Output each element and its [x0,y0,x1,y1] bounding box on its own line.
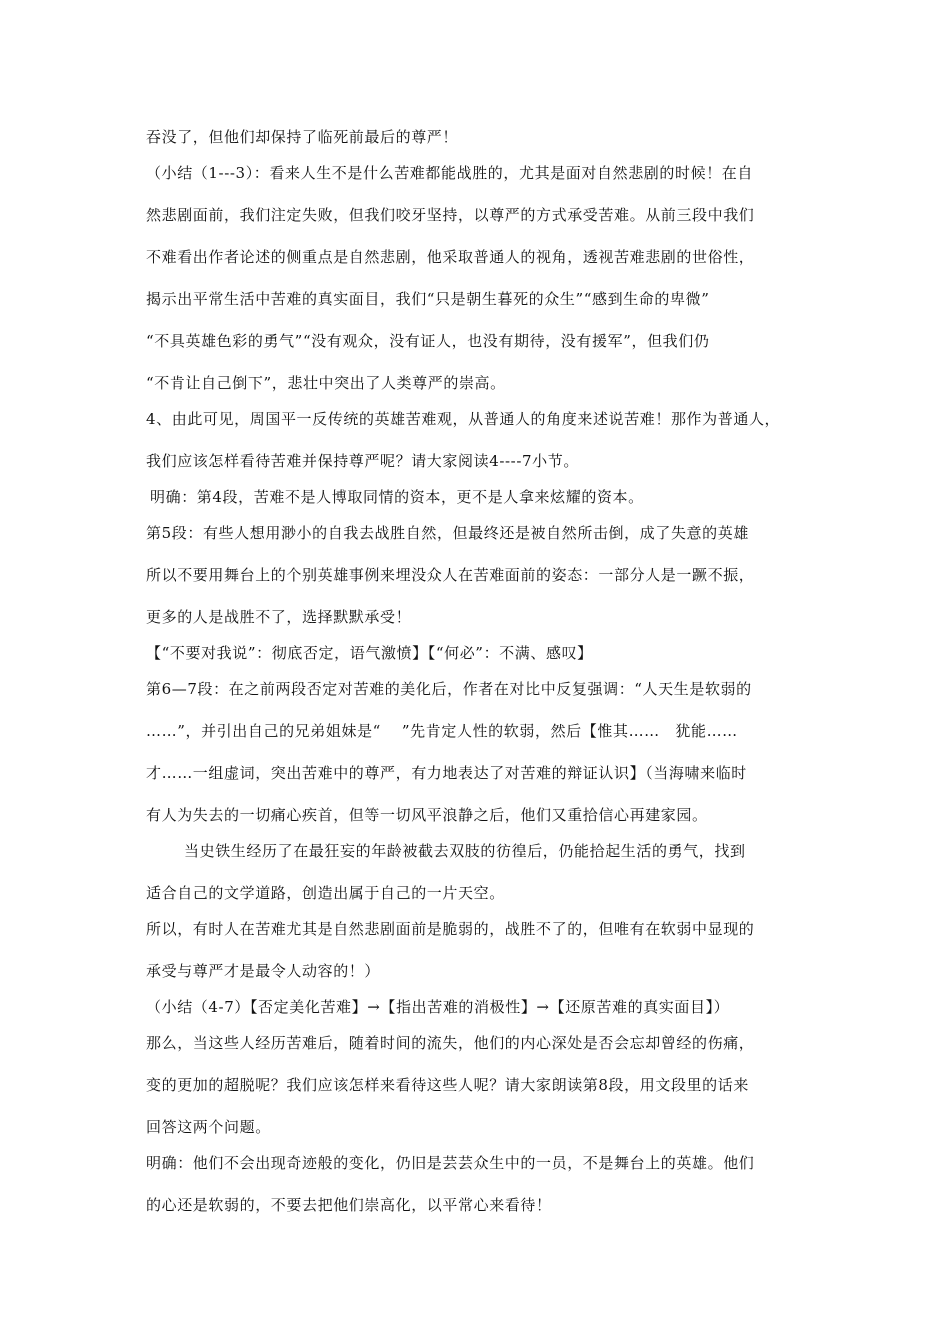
text-line: 第5段：有些人想用渺小的自我去战胜自然，但最终还是被自然所击倒，成了失意的英雄 [146,524,749,542]
text-line: 明确：他们不会出现奇迹般的变化，仍旧是芸芸众生中的一员，不是舞台上的英雄。他们 [146,1154,755,1172]
text-line: 明确：第4段，苦难不是人博取同情的资本，更不是人拿来炫耀的资本。 [150,488,644,506]
text-line: 吞没了，但他们却保持了临死前最后的尊严！ [146,128,459,146]
text-line: （小结（4-7）【否定美化苦难】→【指出苦难的消极性】→【还原苦难的真实面目】） [146,998,730,1016]
text-line: 承受与尊严才是最令人动容的！） [146,962,381,980]
text-line: 不难看出作者论述的侧重点是自然悲剧，他采取普通人的视角，透视苦难悲剧的世俗性， [146,248,755,266]
text-line: 4、由此可见，周国平一反传统的英雄苦难观，从普通人的角度来述说苦难！那作为普通人， [146,410,781,428]
text-line: 【“不要对我说”：彻底否定，语气激愤】【“何必”：不满、感叹】 [146,644,593,662]
text-line: 回答这两个问题。 [146,1118,271,1136]
text-line: “不肯让自己倒下”，悲壮中突出了人类尊严的崇高。 [146,374,506,392]
text-line: 当史铁生经历了在最狂妄的年龄被截去双肢的彷徨后，仍能拾起生活的勇气，找到 [184,842,746,860]
text-line: 我们应该怎样看待苦难并保持尊严呢？请大家阅读4----7小节。 [146,452,579,470]
text-line: “不具英雄色彩的勇气”“没有观众，没有证人，也没有期待，没有援军”，但我们仍 [146,332,710,350]
text-line: 然悲剧面前，我们注定失败，但我们咬牙坚持，以尊严的方式承受苦难。从前三段中我们 [146,206,755,224]
text-line: 第6—7段：在之前两段否定对苦难的美化后，作者在对比中反复强调：“人天生是软弱的 [146,680,752,698]
text-line: 所以，有时人在苦难尤其是自然悲剧面前是脆弱的，战胜不了的，但唯有在软弱中显现的 [146,920,755,938]
text-line: 的心还是软弱的，不要去把他们崇高化，以平常心来看待！ [146,1196,552,1214]
text-line: 适合自己的文学道路，创造出属于自己的一片天空。 [146,884,505,902]
text-line: 揭示出平常生活中苦难的真实面目，我们“只是朝生暮死的众生”“感到生命的卑微” [146,290,710,308]
text-line: 有人为失去的一切痛心疾首，但等一切风平浪静之后，他们又重拾信心再建家园。 [146,806,708,824]
text-line: 变的更加的超脱呢？我们应该怎样来看待这些人呢？请大家朗读第8段，用文段里的话来 [146,1076,749,1094]
text-line: 所以不要用舞台上的个别英雄事例来埋没众人在苦难面前的姿态：一部分人是一蹶不振， [146,566,755,584]
text-line: 那么，当这些人经历苦难后，随着时间的流失，他们的内心深处是否会忘却曾经的伤痛， [146,1034,755,1052]
text-line: ……”，并引出自己的兄弟姐妹是“ ”先肯定人性的软弱，然后【惟其…… 犹能…… [146,722,738,740]
text-line: 才……一组虚词，突出苦难中的尊严，有力地表达了对苦难的辩证认识】（当海啸来临时 [146,764,747,782]
text-line: （小结（1---3）：看来人生不是什么苦难都能战胜的，尤其是面对自然悲剧的时候！在自 [146,164,753,182]
text-line: 更多的人是战胜不了，选择默默承受！ [146,608,412,626]
